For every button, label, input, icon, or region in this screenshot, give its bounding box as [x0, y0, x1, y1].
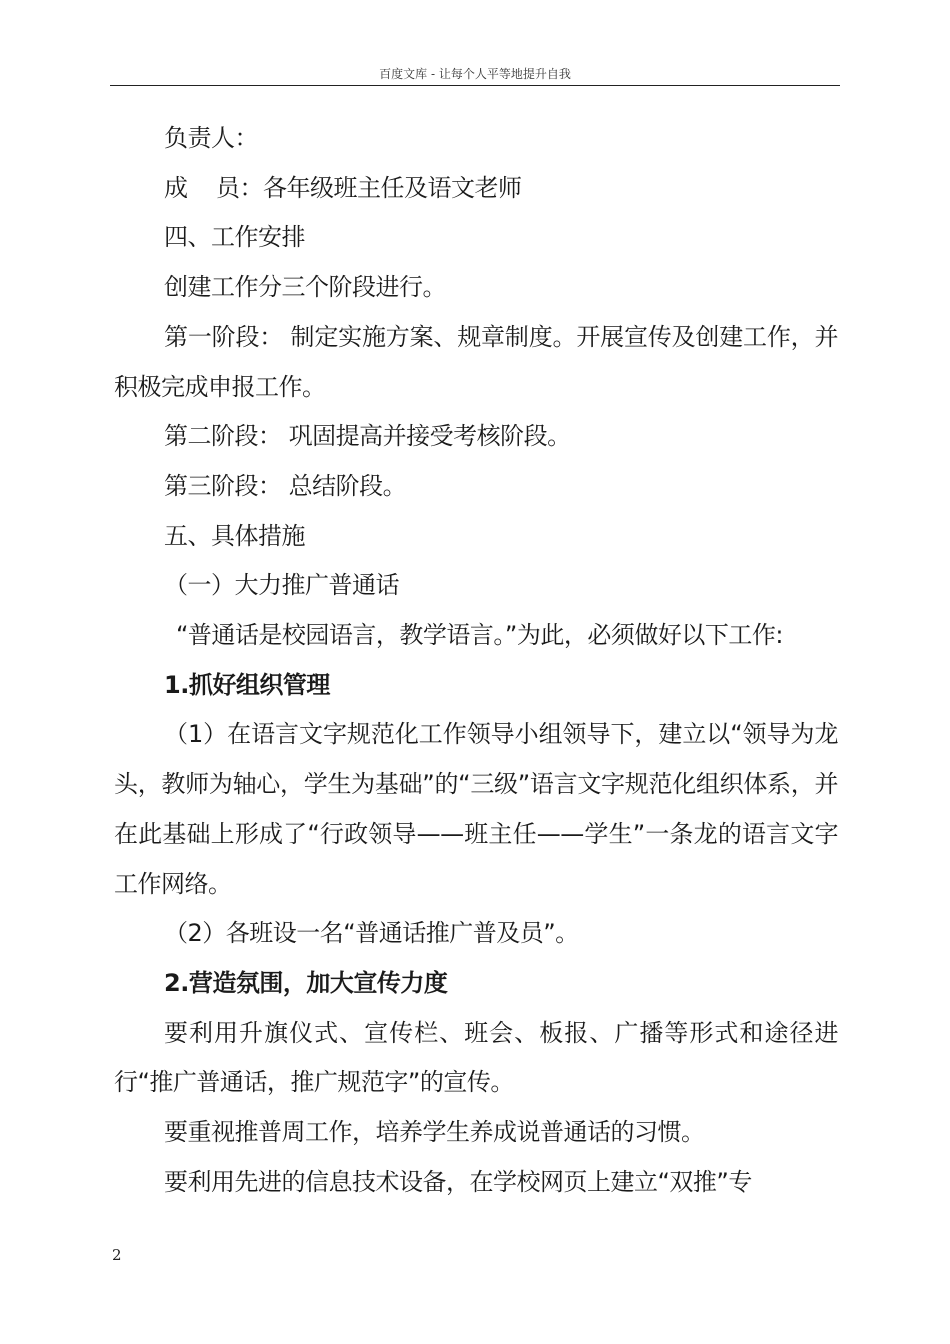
- paragraph-stage-three: 第三阶段： 总结阶段。: [164, 471, 407, 500]
- paragraph-class-promoter: （2）各班设一名“普通话推广普及员”。: [164, 919, 579, 948]
- paragraph-promotion-week: 要重视推普周工作，培养学生养成说普通话的习惯。: [164, 1118, 705, 1147]
- paragraph-person-in-charge: 负责人：: [164, 124, 258, 152]
- page-number: 2: [112, 1246, 122, 1264]
- paragraph-stage-one: 第一阶段： 制定实施方案、规章制度。开展宣传及创建工作，并积极完成申报工作。: [114, 322, 838, 401]
- header-rule: [110, 85, 840, 86]
- heading-organization-management: 1.抓好组织管理: [164, 670, 330, 699]
- section-heading-work-arrangement: 四、工作安排: [164, 223, 305, 252]
- page-header: 百度文库 - 让每个人平等地提升自我: [379, 67, 571, 81]
- paragraph-organization-system: （1）在语言文字规范化工作领导小组领导下，建立以“领导为龙头，教师为轴心，学生为基础”的“三级”语言文字规范化组织体系，并在此基础上形成了“行政领导——班主任——学生”一条龙的语言文字工作网络。: [114, 720, 838, 898]
- paragraph-stage-two: 第二阶段： 巩固提高并接受考核阶段。: [164, 422, 571, 451]
- document-body: [114, 114, 838, 1207]
- paragraph-members: 成 员：各年级班主任及语文老师: [164, 173, 522, 202]
- paragraph-information-technology: 要利用先进的信息技术设备，在学校网页上建立“双推”专: [164, 1167, 752, 1196]
- paragraph-campus-language: “普通话是校园语言，教学语言。”为此，必须做好以下工作:: [176, 621, 783, 650]
- section-heading-measures: 五、具体措施: [164, 521, 305, 550]
- subheading-promote-mandarin: （一）大力推广普通话: [164, 571, 399, 600]
- paragraph-three-stages: 创建工作分三个阶段进行。: [164, 273, 446, 302]
- heading-create-atmosphere: 2.营造氛围，加大宣传力度: [164, 968, 448, 997]
- paragraph-publicity-channels: 要利用升旗仪式、宣传栏、班会、板报、广播等形式和途径进行“推广普通话，推广规范字”的宣传。: [114, 1018, 838, 1097]
